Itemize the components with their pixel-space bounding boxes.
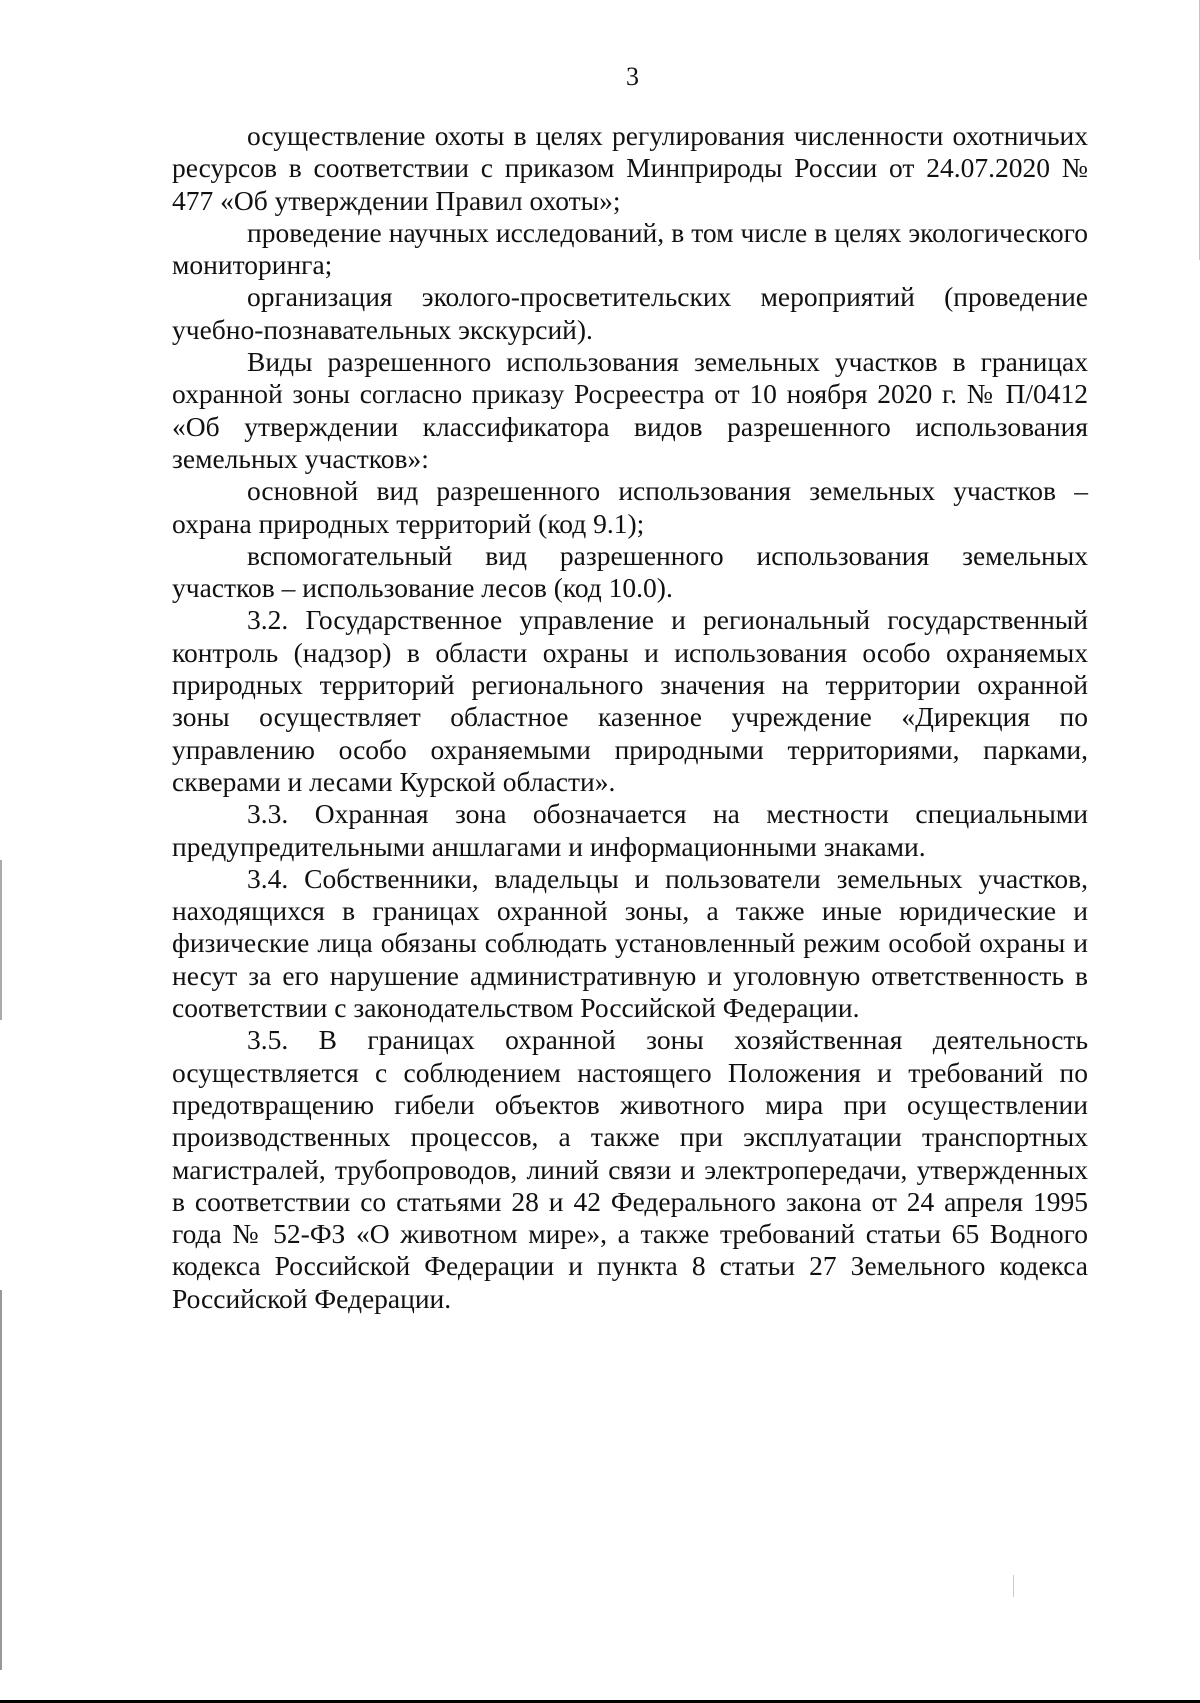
paragraph-research: проведение научных исследований, в том числе в целях экологического мониторинга; (172, 216, 1088, 281)
paragraph-auxiliary-land-use: вспомогательный вид разрешенного использования земельных участков – использование лесов (код 10.0). (172, 539, 1088, 604)
paragraph-hunting: осуществление охоты в целях регулирования численности охотничьих ресурсов в соответствии с приказом Минприроды России от 24.07.2020 № 477 «Об утверждении Правил охоты»; (172, 120, 1088, 216)
paragraph-section-3-2: 3.2. Государственное управление и региональный государственный контроль (надзор) в области охраны и использования особо охраняемых природных территорий регионального значения на территории охранной зоны осуществляет областное казенное учреждение «Дирекция по управлению особо охраняемыми природными территориями, парками, скверами и лесами Курской области». (172, 604, 1088, 797)
paragraph-section-3-5: 3.5. В границах охранной зоны хозяйственная деятельность осуществляется с соблюдением настоящего Положения и требований по предотвращению гибели объектов животного мира при осуществлении производственных процессов, а также при эксплуатации транспортных магистралей, трубопроводов, линий связи и электропередачи, утвержденных в соответствии со статьями 28 и 42 Федерального закона от 24 апреля 1995 года № 52-ФЗ «О животном мире», а также требований статьи 65 Водного кодекса Российской Федерации и пункта 8 статьи 27 Земельного кодекса Российской Федерации. (172, 1024, 1088, 1314)
scan-margin-mark (0, 860, 2, 1020)
scan-speck (1013, 1575, 1014, 1597)
document-body (172, 120, 1088, 1315)
paragraph-education: организация эколого-просветительских мероприятий (проведение учебно-познавательных экскурсий). (172, 281, 1088, 345)
paragraph-section-3-3: 3.3. Охранная зона обозначается на местности специальными предупредительными аншлагами и информационными знаками. (172, 798, 1088, 862)
paragraph-section-3-4: 3.4. Собственники, владельцы и пользователи земельных участков, находящихся в границах охранной зоны, а также иные юридические и физические лица обязаны соблюдать установленный режим особой охраны и несут за его нарушение административную и уголовную ответственность в соответствии с законодательством Российской Федерации. (172, 862, 1088, 1024)
paragraph-main-land-use: основной вид разрешенного использования земельных участков – охрана природных территорий (код 9.1); (172, 475, 1088, 539)
scan-margin-mark (0, 1290, 2, 1670)
paragraph-land-use-types: Виды разрешенного использования земельных участков в границах охранной зоны согласно приказу Росреестра от 10 ноября 2020 г. № П/0412 «Об утверждении классификатора видов разрешенного использования земельных участков»: (172, 346, 1088, 474)
page-number: 3 (626, 62, 639, 91)
